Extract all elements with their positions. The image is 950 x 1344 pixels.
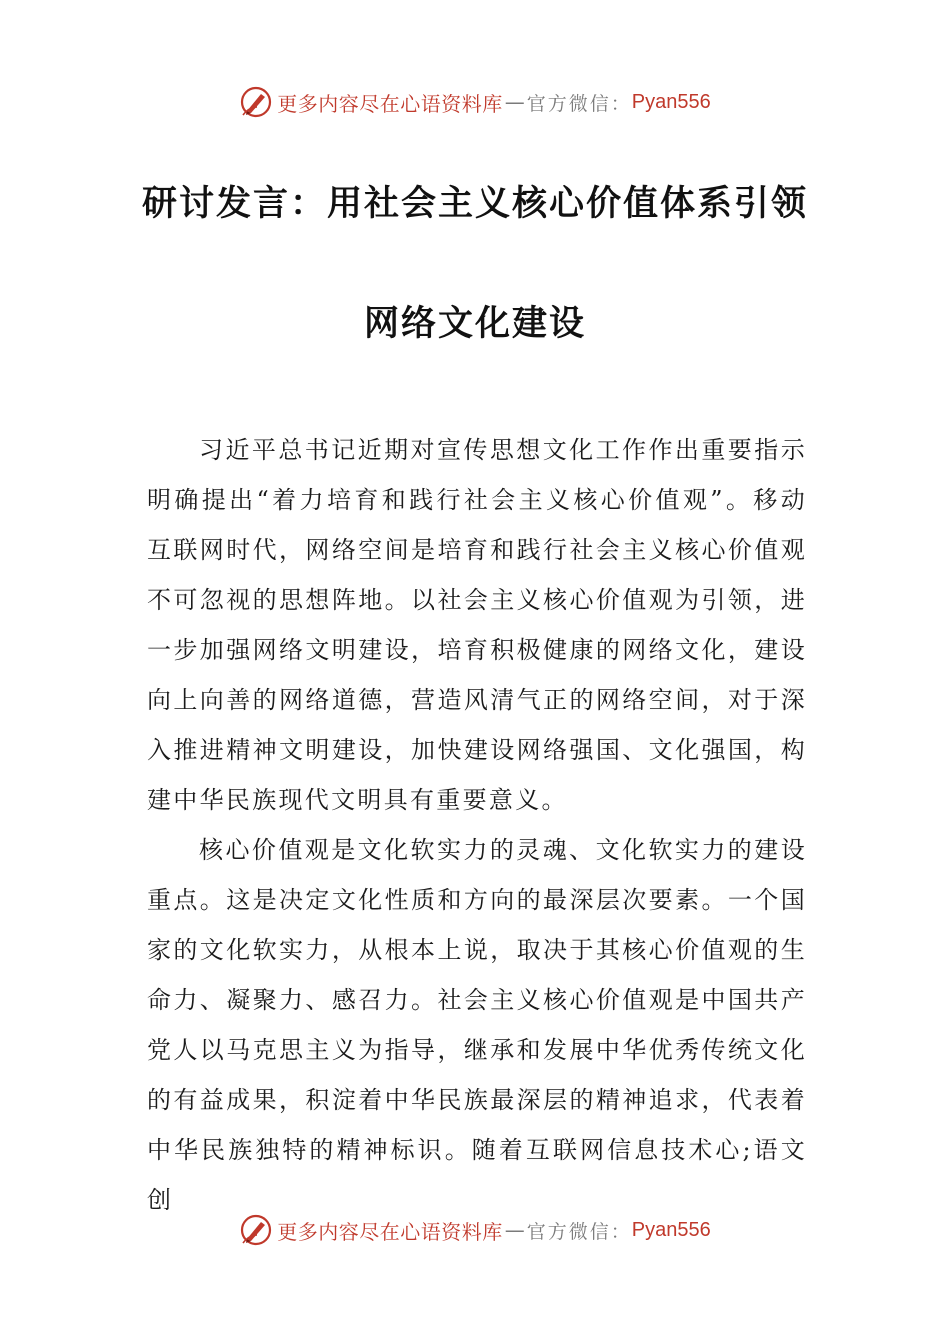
banner-wechat-id: Pyan556	[631, 1218, 711, 1241]
banner-wechat-label: 官方微信：	[526, 92, 632, 115]
document-body	[147, 425, 807, 1225]
banner-text: 更多内容尽在心语资料库	[277, 1219, 503, 1244]
footer-banner	[0, 1210, 950, 1250]
header-banner	[0, 82, 950, 122]
banner-separator: —	[504, 1218, 525, 1242]
banner-wechat-label: 官方微信：	[526, 1220, 632, 1243]
banner-separator: —	[504, 90, 525, 114]
document-title-line-1: 研讨发言：用社会主义核心价值体系引领	[141, 184, 808, 224]
paragraph-1: 习近平总书记近期对宣传思想文化工作作出重要指示明确提出“着力培育和践行社会主义核心价值观”。移动互联网时代，网络空间是培育和践行社会主义核心价值观不可忽视的思想阵地。以社会主义核心价值观为引领，进一步加强网络文明建设，培育积极健康的网络文化，建设向上向善的网络道德，营造风清气正的网络空间，对于深入推进精神文明建设，加快建设网络强国、文化强国，构建中华民族现代文明具有重要意义。	[147, 436, 807, 814]
pen-circle-logo-icon	[239, 1213, 273, 1247]
pen-circle-logo-icon	[239, 85, 273, 119]
paragraph-2: 核心价值观是文化软实力的灵魂、文化软实力的建设重点。这是决定文化性质和方向的最深层次要素。一个国家的文化软实力，从根本上说，取决于其核心价值观的生命力、凝聚力、感召力。社会主义核心价值观是中国共产党人以马克思主义为指导，继承和发展中华优秀传统文化的有益成果，积淀着中华民族最深层的精神追求，代表着中华民族独特的精神标识。随着互联网信息技术心;语文创	[147, 836, 807, 1214]
banner-text: 更多内容尽在心语资料库	[277, 91, 503, 116]
banner-wechat-id: Pyan556	[631, 90, 711, 113]
document-title-line-2: 网络文化建设	[363, 304, 586, 344]
